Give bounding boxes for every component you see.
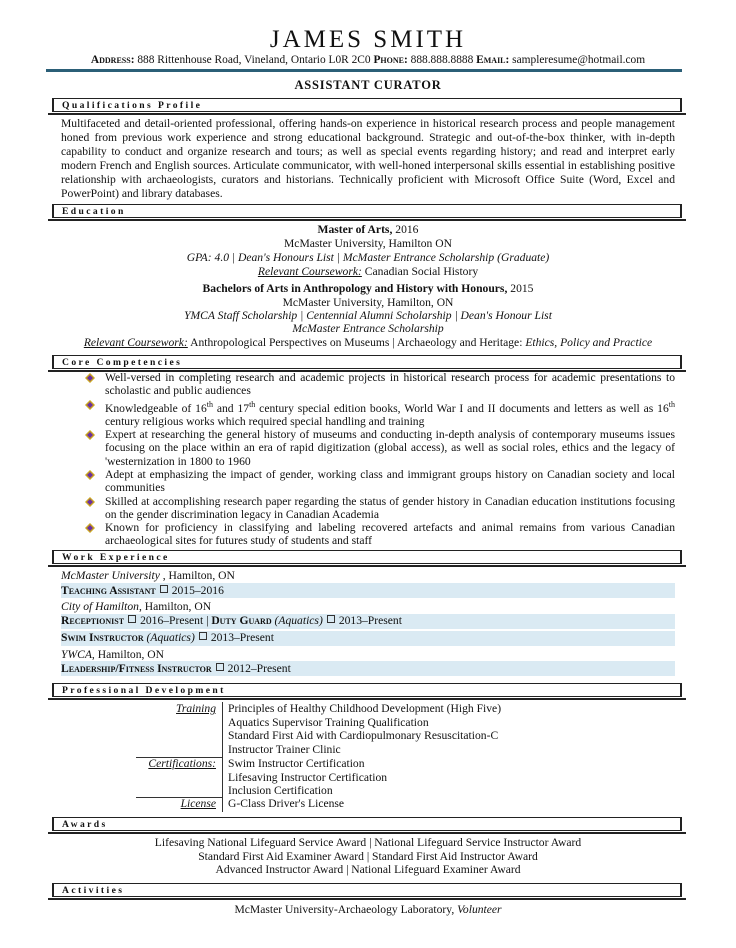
role-note: (Aquatics)	[274, 614, 323, 627]
role-title: Duty Guard	[211, 614, 272, 627]
bullet-icon	[85, 523, 95, 533]
role-dates: 2012–Present	[227, 662, 291, 675]
email-label: Email:	[476, 54, 510, 66]
employer: McMaster University	[61, 569, 160, 582]
list-item: Inclusion Certification	[228, 784, 333, 797]
role-dates: 2015–2016	[171, 584, 224, 597]
coursework-label: Relevant Coursework:	[257, 265, 362, 278]
section-core-competencies	[52, 355, 682, 369]
section-professional-development	[52, 683, 682, 697]
bullet-icon	[85, 400, 95, 410]
bullet-icon	[85, 470, 95, 480]
coursework-value: Canadian Social History	[364, 265, 479, 278]
coursework-label: Relevant Coursework:	[83, 336, 188, 349]
awards-line: Standard First Aid Examiner Award | Standard First Aid Instructor Award	[198, 850, 538, 863]
employer-line	[61, 569, 235, 583]
employer-location: , Hamilton, ON	[138, 600, 212, 613]
list-item: G-Class Driver's License	[228, 797, 345, 810]
competency-text-d: century religious works which required special handling and training	[105, 414, 425, 428]
list-item: Swim Instructor Certification	[228, 757, 365, 770]
section-title: Core Competencies	[62, 357, 183, 368]
awards-line: Lifesaving National Lifeguard Service Award | National Lifeguard Service Instructor Award	[154, 836, 582, 849]
candidate-name: JAMES SMITH	[269, 26, 467, 53]
role-dates: 2016–Present |	[140, 614, 209, 627]
role-line	[61, 662, 291, 676]
employer-location: , Hamilton, ON	[159, 569, 235, 582]
coursework-value: Anthropological Perspectives on Museums | Archaeology and Heritage:	[190, 336, 523, 349]
role-line	[61, 584, 224, 598]
section-title: Qualifications Profile	[62, 100, 203, 111]
section-underline	[48, 698, 686, 700]
bullet-icon	[85, 497, 95, 507]
section-title: Work Experience	[62, 552, 170, 563]
ma-degree: Master of Arts,	[317, 223, 393, 236]
section-underline	[48, 898, 686, 900]
competency-text-c: century special edition books, World War I and II documents and letters as well as 16	[255, 401, 669, 415]
list-item	[61, 371, 675, 398]
pd-divider-vertical	[222, 702, 223, 812]
employer: City of Hamilton	[61, 600, 139, 613]
list-item	[61, 468, 675, 495]
superscript: th	[668, 399, 675, 409]
list-item	[61, 495, 675, 522]
square-bullet-icon	[128, 615, 136, 623]
ma-school: McMaster University, Hamilton ON	[284, 237, 452, 250]
activity-org: McMaster University-Archaeology Laboratory,	[234, 903, 455, 916]
pd-license-list	[228, 797, 344, 811]
list-item: Aquatics Supervisor Training Qualification	[228, 715, 429, 729]
ba-scholarships-2: McMaster Entrance Scholarship	[292, 322, 444, 335]
ma-gpa: GPA: 4.0 | Dean's Honours List | McMaster Entrance Scholarship (Graduate)	[186, 251, 550, 264]
section-underline	[48, 113, 686, 115]
ba-degree: Bachelors of Arts in Anthropology and History with Honours,	[202, 282, 508, 295]
pd-cert-list	[228, 757, 387, 798]
competency-text: Known for proficiency in classifying and labeling recovered artefacts and animal remains from various Canadian archaeological sites for futures study of students and staff	[105, 521, 675, 548]
ba-degree-line	[0, 282, 736, 296]
section-qualifications	[52, 98, 682, 112]
pd-license-label: License	[180, 797, 216, 810]
pd-cert-label: Certifications:	[148, 757, 216, 770]
square-bullet-icon	[160, 585, 168, 593]
role-line	[61, 631, 274, 645]
coursework-value-italic: Ethics, Policy and Practice	[525, 336, 653, 349]
competency-text: Well-versed in completing research and academic projects in historical research process for academic presentations to scholastic and public audiences	[105, 371, 675, 398]
list-item	[61, 398, 675, 428]
employer-line	[61, 600, 211, 614]
superscript: th	[249, 399, 256, 409]
section-education	[52, 204, 682, 218]
bullet-icon	[85, 373, 95, 383]
list-item: Lifesaving Instructor Certification	[228, 770, 388, 784]
list-item: Principles of Healthy Childhood Development (High Five)	[228, 702, 502, 715]
section-work-experience	[52, 550, 682, 564]
ba-scholarships: YMCA Staff Scholarship | Centennial Alumni Scholarship | Dean's Honour List	[184, 309, 552, 322]
section-title: Awards	[62, 819, 108, 830]
square-bullet-icon	[327, 615, 335, 623]
employer: YWCA	[61, 648, 92, 661]
superscript: th	[206, 399, 213, 409]
competency-text: Adept at emphasizing the impact of gender, working class and immigrant groups history on Canadian society and local communities	[105, 467, 675, 495]
contact-line	[0, 54, 736, 66]
activity-line	[0, 903, 736, 917]
employer-line	[61, 648, 164, 662]
role-title: Receptionist	[61, 614, 125, 627]
competency-text: Skilled at accomplishing research paper regarding the status of gender history in Canadian education institutions focusing on the gender discrimination legacy in Canadian Academia	[105, 494, 675, 521]
square-bullet-icon	[199, 632, 207, 640]
ba-year: 2015	[510, 282, 534, 295]
section-title: Professional Development	[62, 685, 226, 696]
list-item	[61, 428, 675, 468]
section-underline	[48, 832, 686, 834]
address: 888 Rittenhouse Road, Vineland, Ontario L0R 2C0	[137, 54, 371, 66]
section-activities	[52, 883, 682, 897]
section-underline	[48, 219, 686, 221]
list-item: Standard First Aid with Cardiopulmonary Resuscitation-C	[228, 729, 499, 742]
ma-coursework	[0, 265, 736, 279]
list-item	[61, 521, 675, 548]
bullet-icon	[85, 430, 95, 440]
employer-location: , Hamilton, ON	[91, 648, 165, 661]
square-bullet-icon	[216, 663, 224, 671]
competency-text: Expert at researching the general history of museums and conducting in-depth analysis of contemporary museums issues focusing on the place within an era of rapid digitization (global access), as well as social roles, ethics and the legacy of 'westernization in 1800 to 1960	[105, 428, 675, 468]
role-note: (Aquatics)	[146, 631, 195, 644]
role-line	[61, 614, 402, 628]
awards-line: Advanced Instructor Award | National Lifeguard Examiner Award	[215, 863, 521, 876]
list-item: Instructor Trainer Clinic	[228, 742, 341, 756]
role-title: Leadership/Fitness Instructor	[61, 662, 212, 675]
role-dates: 2013–Present	[210, 631, 274, 644]
section-title: Activities	[62, 885, 125, 896]
ma-degree-line	[0, 223, 736, 237]
pd-training-label: Training	[176, 702, 216, 715]
role-title: Swim Instructor	[61, 631, 144, 644]
section-title: Education	[62, 206, 126, 217]
section-underline	[48, 565, 686, 567]
competency-text-b: and 17	[212, 401, 250, 415]
phone-label: Phone:	[373, 54, 408, 66]
job-title: ASSISTANT CURATOR	[294, 78, 442, 92]
ba-school: McMaster University, Hamilton, ON	[282, 296, 454, 309]
role-dates: 2013–Present	[338, 614, 402, 627]
header-rule	[46, 69, 682, 72]
activity-role: Volunteer	[457, 903, 502, 916]
section-awards	[52, 817, 682, 831]
role-title: Teaching Assistant	[61, 584, 156, 597]
pd-training-list	[228, 702, 501, 756]
ba-coursework	[0, 336, 736, 350]
phone: 888.888.8888	[410, 54, 474, 66]
email: sampleresume@hotmail.com	[512, 54, 646, 66]
competency-list	[61, 371, 675, 548]
qualifications-text: Multifaceted and detail-oriented professional, offering hands-on experience in historical research process and people management honed from previous work experience and strong educational background. Strategic and out-of-the-box thinker, with in-depth capability to conduct and organize research and tours; as well as special events regarding history; and read and interpret early modern French and English sources. Articulate communicator, with well-honed interpersonal skills essential in establishing positive relationship with archaeologists, curators and historians. Technically proficient with Microsoft Office Suite (Word, Excel and PowerPoint) and library databases.	[61, 117, 675, 200]
competency-text-a: Knowledgeable of 16	[105, 401, 207, 415]
ma-year: 2016	[395, 223, 419, 236]
address-label: Address:	[90, 54, 135, 66]
